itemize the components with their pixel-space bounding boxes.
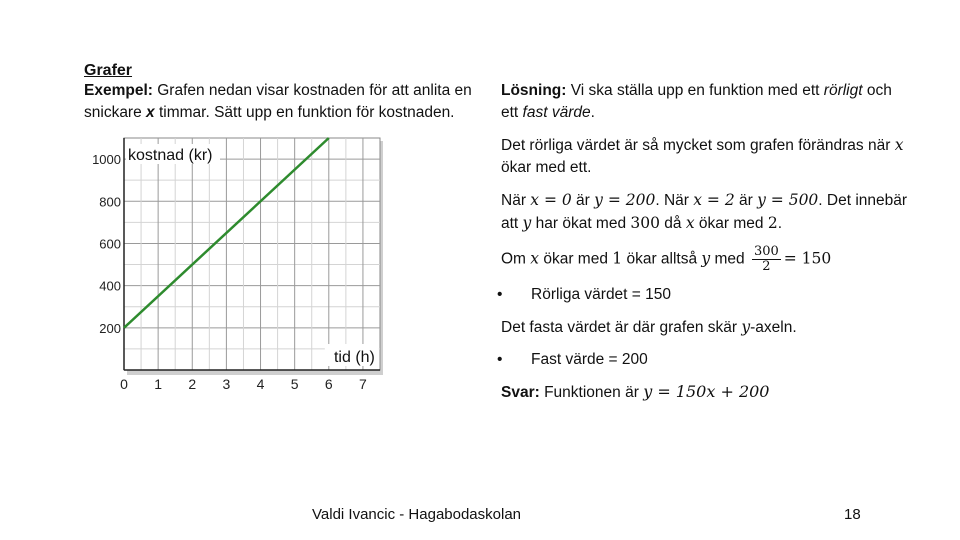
p2-a: Det rörliga värdet är så mycket som grafen förändras när — [501, 137, 895, 154]
fraction-numerator: 300 — [753, 244, 779, 259]
cost-chart — [84, 134, 390, 400]
p5-a: Det fasta värdet är där grafen skär — [501, 319, 742, 336]
solution-em-2: fast värde — [522, 104, 591, 121]
p3-e: . Det innebär — [818, 192, 908, 209]
p3-m4: y = 500 — [757, 191, 819, 209]
p3-b: är — [571, 192, 595, 209]
example-text — [84, 80, 484, 124]
p3-m8: 2 — [767, 214, 778, 232]
answer-paragraph — [501, 381, 921, 404]
x-axis-label: tid (h) — [333, 349, 375, 366]
bullet-2-text: Fast värde = 200 — [531, 351, 648, 368]
p3-m3: x = 2 — [693, 191, 735, 209]
p3-g: har ökat med — [531, 215, 631, 232]
solution-text-c: ett — [501, 104, 523, 121]
solution-paragraph — [501, 80, 921, 124]
answer-text: Funktionen är — [539, 384, 644, 401]
x-tick-label: 7 — [359, 376, 367, 392]
p2-b: ökar med ett. — [501, 159, 592, 176]
bullet-fixed — [501, 349, 921, 371]
p4-m2: 1 — [612, 249, 623, 268]
example-text-1: Grafen nedan visar kostnaden för att anlita en — [152, 82, 472, 99]
solution-text-a: Vi ska ställa upp en funktion med ett — [566, 82, 824, 99]
y-tick-label: 800 — [99, 194, 121, 210]
p4-d: med — [710, 250, 749, 268]
rate-result-paragraph — [501, 245, 921, 274]
p4-m3: y — [701, 249, 711, 268]
answer-math: y = 150x + 200 — [643, 382, 770, 401]
example-text-2b: timmar. Sätt upp en funktion för kostnaden. — [154, 104, 455, 121]
solution-em-1: rörligt — [823, 82, 863, 99]
p3-c: . När — [655, 192, 694, 209]
solution-label: Lösning: — [501, 82, 567, 99]
p3-m1: x = 0 — [530, 191, 572, 209]
right-column — [501, 80, 921, 414]
p3-m7: x — [685, 214, 695, 232]
x-tick-label: 5 — [290, 376, 299, 392]
x-tick-label: 6 — [324, 376, 333, 392]
plot-area — [124, 138, 380, 370]
p3-f: att — [501, 215, 523, 232]
solution-text-d: . — [590, 104, 595, 121]
bullet-1-text: Rörliga värdet = 150 — [531, 286, 672, 303]
example-text-2a: snickare — [84, 104, 147, 121]
x-tick-label: 4 — [256, 376, 265, 392]
p3-m2: y = 200 — [594, 191, 656, 209]
bullet-rate — [501, 284, 921, 306]
y-tick-label: 400 — [99, 278, 121, 294]
p4-m4: = 150 — [783, 249, 832, 268]
p2-var: x — [894, 136, 904, 154]
p4-a: Om — [501, 250, 531, 268]
chart-svg — [84, 134, 390, 400]
x-tick-label: 1 — [154, 376, 163, 392]
points-paragraph — [501, 189, 921, 235]
page-number: 18 — [844, 506, 861, 523]
footer-author: Valdi Ivancic - Hagabodaskolan — [312, 506, 522, 523]
left-column — [84, 62, 484, 124]
intercept-paragraph — [501, 316, 921, 339]
x-tick-label: 0 — [120, 376, 128, 392]
y-tick-label: 600 — [99, 236, 121, 252]
x-tick-label: 3 — [222, 376, 231, 392]
solution-text-b: och — [862, 82, 892, 99]
p4-c: ökar alltså — [622, 250, 702, 268]
y-tick-label: 200 — [99, 320, 121, 336]
example-label: Exempel: — [84, 82, 153, 99]
p3-d: är — [734, 192, 758, 209]
fraction-denominator: 2 — [762, 259, 771, 274]
p3-m5: y — [522, 214, 532, 232]
p4-b: ökar med — [539, 250, 613, 268]
p3-h: då — [659, 215, 686, 232]
p3-i: ökar med — [694, 215, 768, 232]
x-tick-label: 2 — [188, 376, 197, 392]
p5-m: y — [741, 318, 751, 336]
p3-m6: 300 — [630, 214, 660, 232]
y-axis-label: kostnad (kr) — [128, 147, 213, 164]
p3-a: När — [501, 192, 531, 209]
slide-title: Grafer — [84, 62, 133, 79]
rate-paragraph — [501, 134, 921, 179]
p4-m1: x — [530, 249, 540, 268]
example-var: x — [146, 104, 155, 121]
y-tick-label: 1000 — [92, 152, 121, 168]
p3-j: . — [777, 215, 783, 232]
fraction — [752, 245, 781, 274]
p5-b: -axeln. — [750, 319, 797, 336]
answer-label: Svar: — [501, 384, 540, 401]
